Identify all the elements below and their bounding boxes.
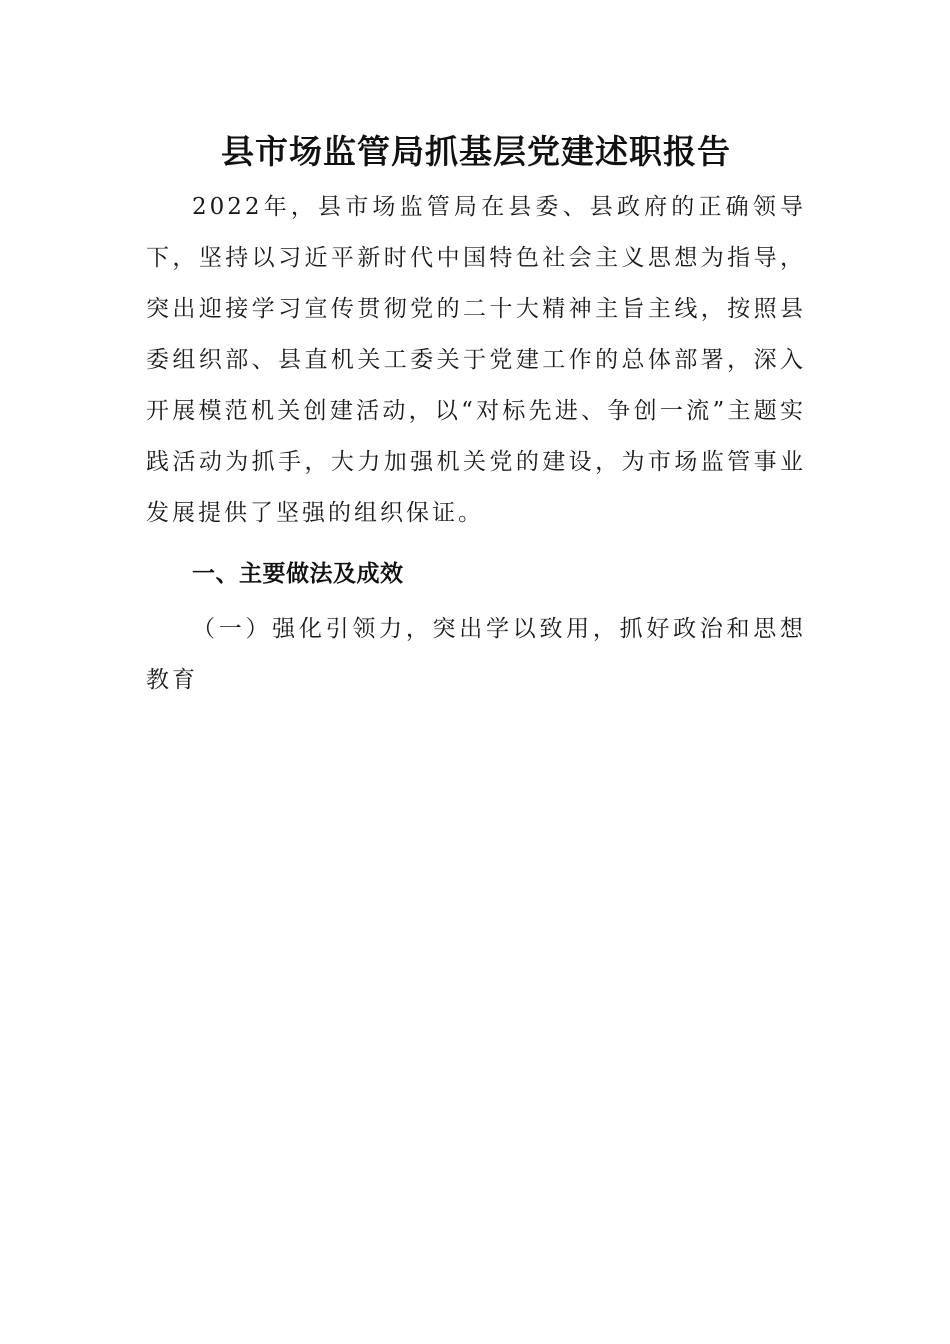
section-heading: 一、主要做法及成效 [192,561,404,587]
subsection-heading: （一）强化引领力，突出学以致用，抓好政治和思想教育 [146,616,806,693]
document-title: 县市场监管局抓基层党建述职报告 [221,132,731,171]
intro-paragraph: 2022年，县市场监管局在县委、县政府的正确领导下，坚持以习近平新时代中国特色社会主义思想为指导，突出迎接学习宣传贯彻党的二十大精神主旨主线，按照县委组织部、县直机关工委关于党建工作的总体部署，深入开展模范机关创建活动，以“对标先进、争创一流”主题实践活动为抓手，大力加强机关党的建设，为市场监管事业发展提供了坚强的组织保证。 [146,194,806,526]
document-body [146,128,806,706]
